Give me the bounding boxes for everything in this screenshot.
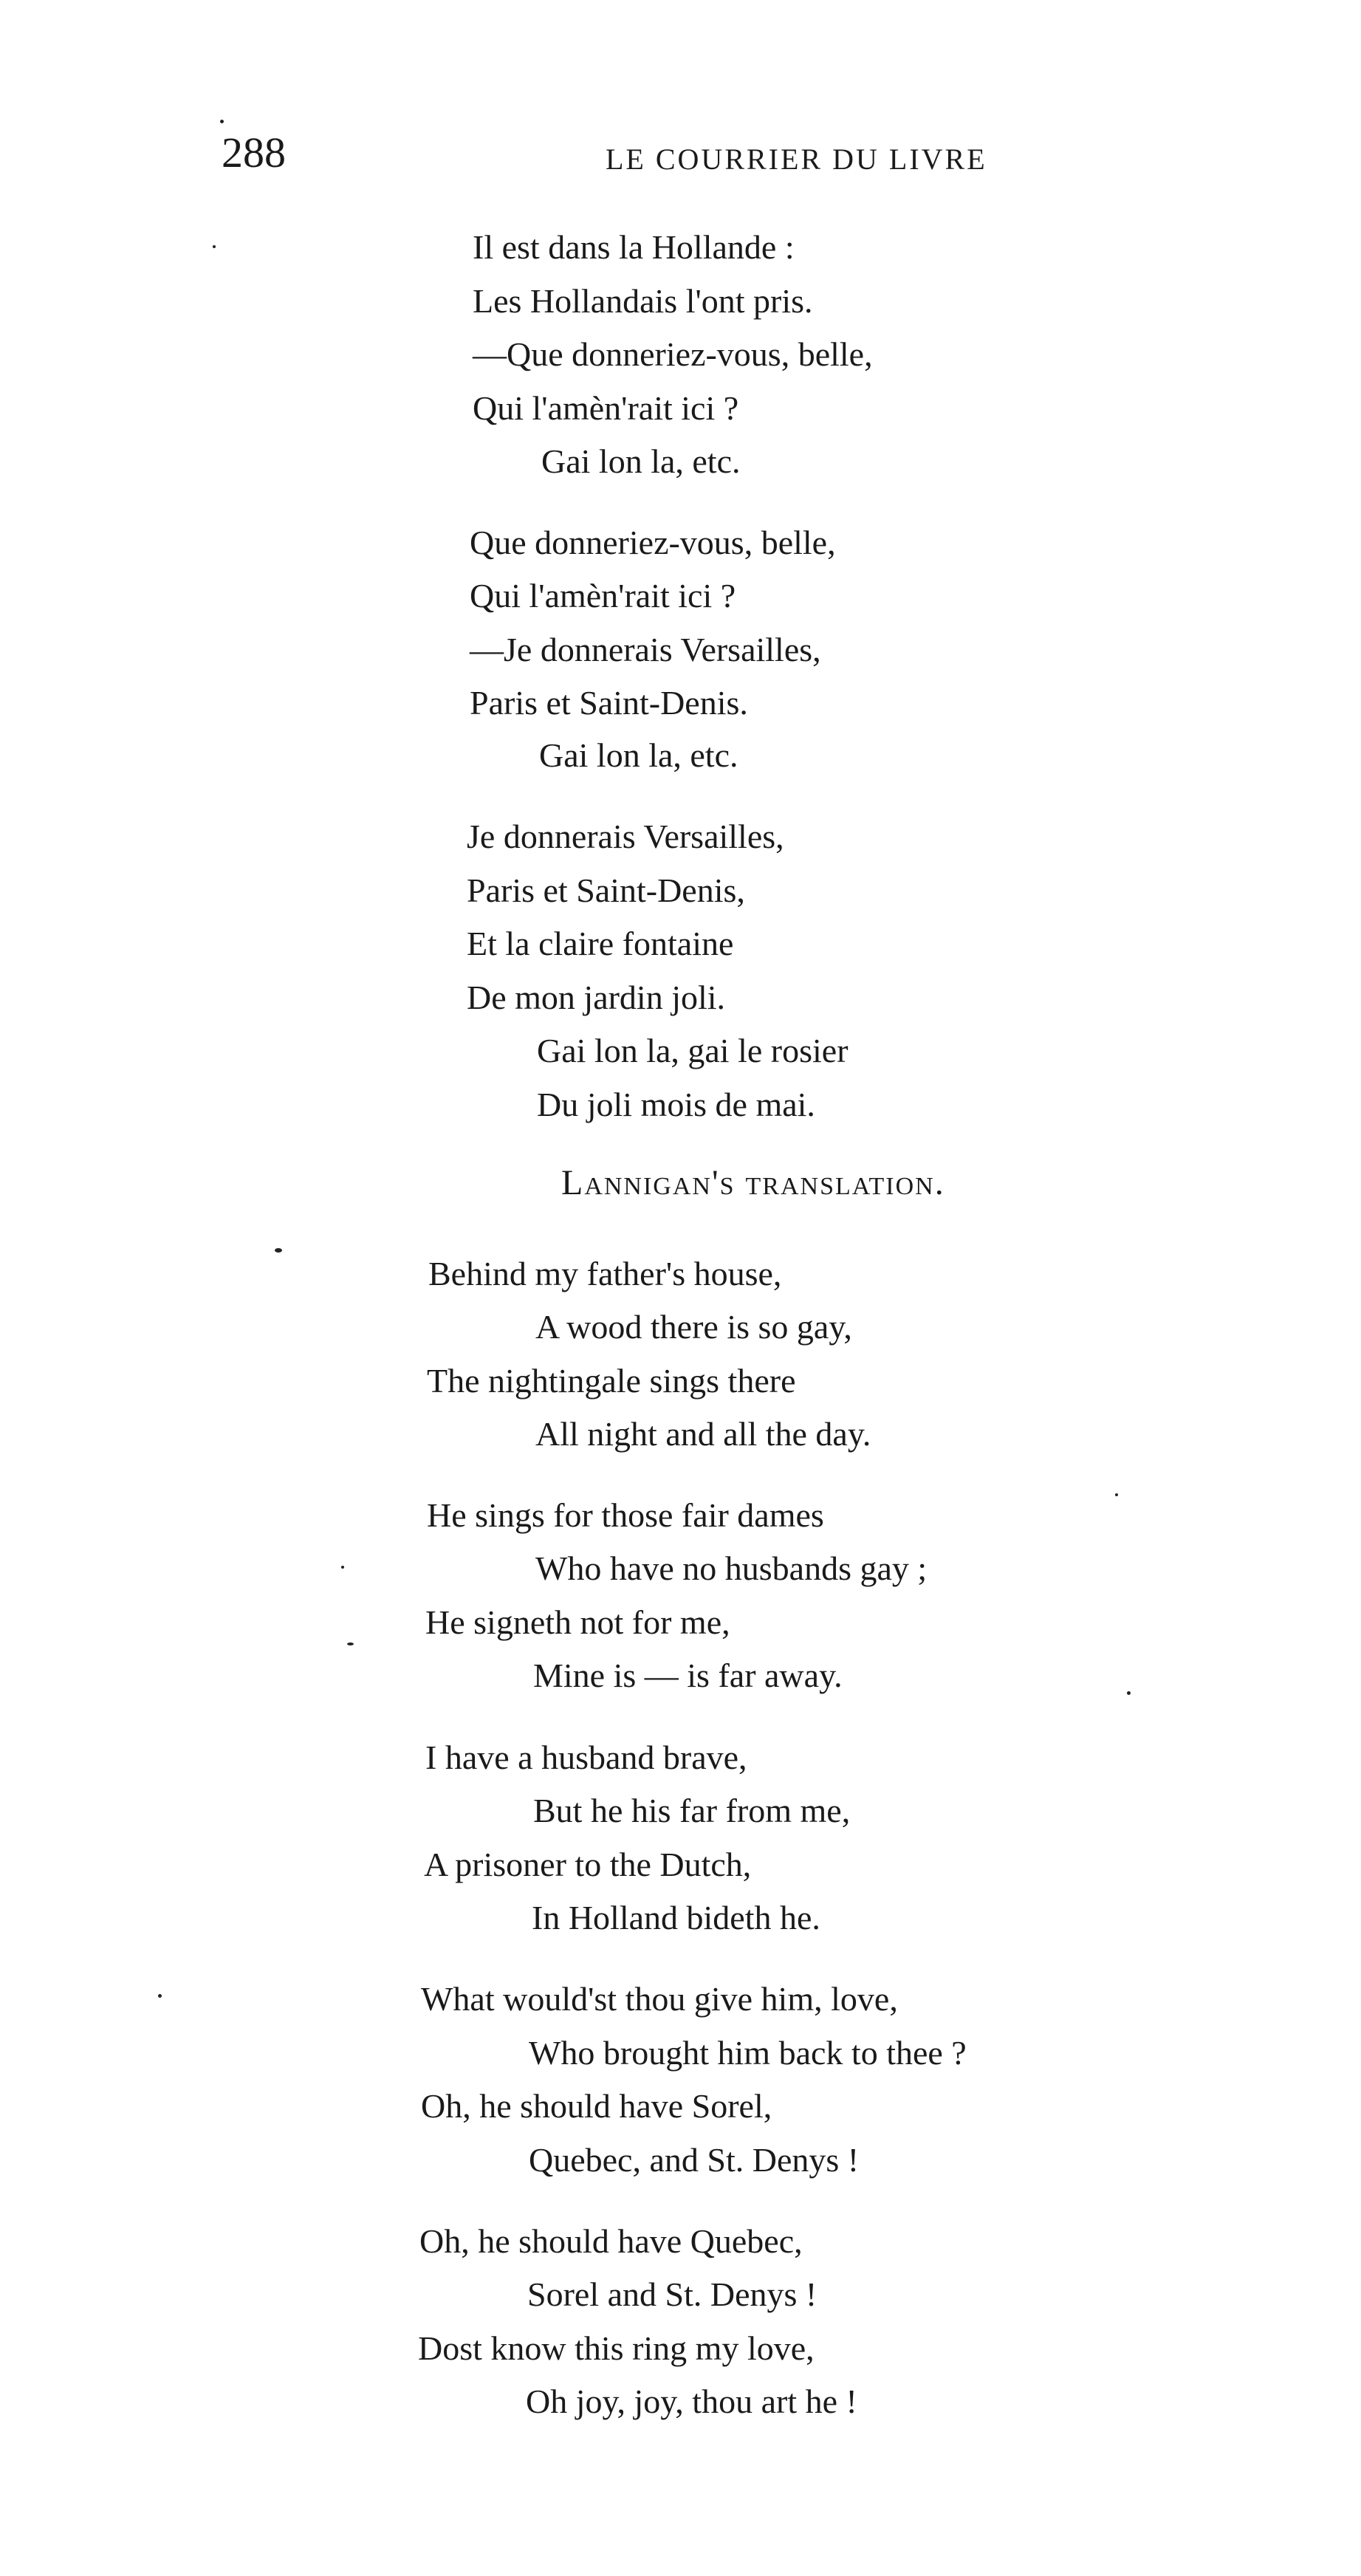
verse-line: What would'st thou give him, love, bbox=[421, 1980, 898, 2018]
verse-line: Paris et Saint-Denis. bbox=[470, 684, 748, 722]
verse-line: Qui l'amèn'rait ici ? bbox=[470, 577, 736, 614]
scan-speck bbox=[220, 120, 224, 123]
refrain-line: Gai lon la, etc. bbox=[541, 442, 741, 480]
verse-line: I have a husband brave, bbox=[425, 1739, 747, 1776]
scan-speck bbox=[347, 1642, 354, 1645]
translation-heading: Lannigan's translation. bbox=[561, 1163, 945, 1202]
refrain-line: Gai lon la, etc. bbox=[539, 736, 738, 774]
verse-line: Mine is — is far away. bbox=[533, 1657, 843, 1694]
verse-line: Que donneriez-vous, belle, bbox=[470, 524, 836, 561]
scan-speck bbox=[1127, 1691, 1131, 1695]
verse-line: But he his far from me, bbox=[533, 1792, 851, 1829]
verse-line: In Holland bideth he. bbox=[532, 1899, 820, 1936]
verse-line: De mon jardin joli. bbox=[467, 979, 726, 1016]
verse-line: Qui l'amèn'rait ici ? bbox=[473, 389, 739, 427]
refrain-line: Gai lon la, gai le rosier bbox=[537, 1032, 849, 1069]
verse-line: He signeth not for me, bbox=[425, 1603, 730, 1641]
verse-line: He sings for those fair dames bbox=[427, 1496, 824, 1534]
verse-line: Sorel and St. Denys ! bbox=[527, 2275, 817, 2313]
verse-line: Les Hollandais l'ont pris. bbox=[473, 282, 813, 320]
verse-line: A prisoner to the Dutch, bbox=[424, 1846, 752, 1883]
scan-speck bbox=[275, 1248, 282, 1253]
scan-speck bbox=[158, 1994, 162, 1998]
verse-line: The nightingale sings there bbox=[427, 1362, 796, 1400]
verse-line: All night and all the day. bbox=[535, 1415, 871, 1453]
verse-line: Dost know this ring my love, bbox=[418, 2329, 815, 2367]
verse-line: Paris et Saint-Denis, bbox=[467, 871, 745, 909]
scan-speck bbox=[341, 1566, 344, 1569]
verse-line: Je donnerais Versailles, bbox=[467, 818, 784, 855]
scan-speck bbox=[213, 245, 216, 248]
verse-line: Behind my father's house, bbox=[428, 1255, 782, 1292]
verse-line: Il est dans la Hollande : bbox=[473, 228, 795, 266]
scan-speck bbox=[1115, 1493, 1118, 1496]
page-number: 288 bbox=[222, 129, 286, 177]
verse-line: —Que donneriez-vous, belle, bbox=[473, 335, 873, 373]
verse-line: —Je donnerais Versailles, bbox=[470, 631, 821, 668]
verse-line: A wood there is so gay, bbox=[535, 1308, 852, 1346]
verse-line: Who brought him back to thee ? bbox=[529, 2034, 967, 2072]
verse-line: Et la claire fontaine bbox=[467, 925, 734, 962]
verse-line: Oh joy, joy, thou art he ! bbox=[526, 2383, 857, 2420]
running-head: LE COURRIER DU LIVRE bbox=[606, 143, 987, 176]
verse-line: Who have no husbands gay ; bbox=[535, 1549, 928, 1587]
verse-line: Quebec, and St. Denys ! bbox=[529, 2141, 860, 2179]
verse-line: Oh, he should have Sorel, bbox=[421, 2087, 772, 2125]
verse-line: Oh, he should have Quebec, bbox=[419, 2222, 803, 2260]
refrain-line: Du joli mois de mai. bbox=[537, 1086, 815, 1123]
